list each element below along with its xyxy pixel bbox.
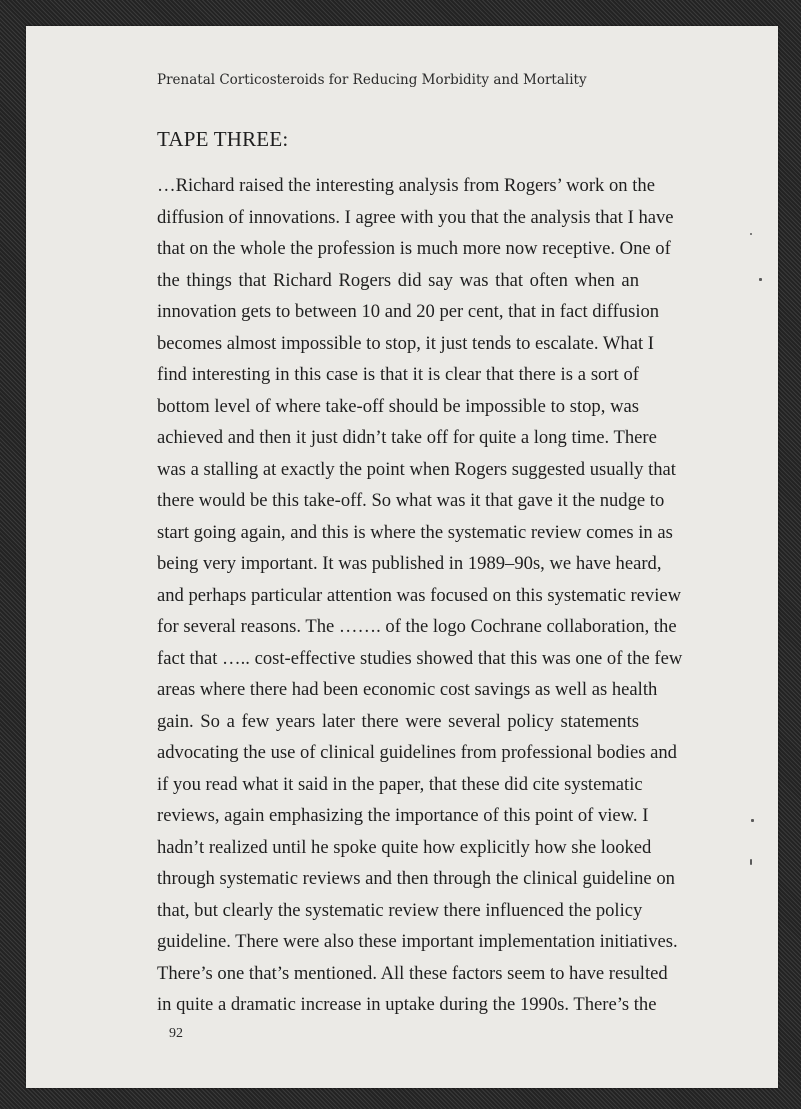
- running-header: Prenatal Corticosteroids for Reducing Morbidity and Mortality: [157, 72, 587, 88]
- scan-speck: [750, 233, 752, 235]
- body-line: becomes almost impossible to stop, it just tends to escalate. What I: [157, 332, 654, 354]
- body-line: the things that Richard Rogers did say was that often when an: [157, 269, 639, 291]
- body-line: diffusion of innovations. I agree with you that the analysis that I have: [157, 206, 674, 228]
- body-line: that, but clearly the systematic review there influenced the policy: [157, 899, 643, 921]
- body-line: reviews, again emphasizing the importance of this point of view. I: [157, 805, 649, 826]
- body-line: if you read what it said in the paper, that these did cite systematic: [157, 773, 643, 795]
- body-line: gain. So a few years later there were several policy statements: [157, 710, 639, 732]
- body-line: areas where there had been economic cost savings as well as health: [157, 679, 658, 700]
- document-page: [26, 26, 778, 1088]
- body-line: achieved and then it just didn’t take off for quite a long time. There: [157, 427, 657, 448]
- scan-speck: [759, 278, 762, 281]
- body-line: there would be this take-off. So what was it that gave it the nudge to: [157, 490, 665, 511]
- body-line: …Richard raised the interesting analysis from Rogers’ work on the: [157, 175, 655, 196]
- body-line: and perhaps particular attention was focused on this systematic review: [157, 584, 682, 606]
- body-line: find interesting in this case is that it is clear that there is a sort of: [157, 364, 639, 385]
- body-line: bottom level of where take-off should be impossible to stop, was: [157, 395, 639, 417]
- body-line: for several reasons. The ……. of the logo Cochrane collaboration, the: [157, 616, 677, 637]
- scan-speck: [751, 819, 754, 822]
- body-line: There’s one that’s mentioned. All these factors seem to have resulted: [157, 962, 668, 984]
- body-text: [157, 170, 683, 1021]
- body-line: was a stalling at exactly the point when Rogers suggested usually that: [157, 458, 676, 480]
- section-title: TAPE THREE:: [157, 127, 289, 151]
- body-line: being very important. It was published in 1989–90s, we have heard,: [157, 553, 662, 574]
- body-line: through systematic reviews and then through the clinical guideline on: [157, 868, 675, 889]
- body-line: start going again, and this is where the systematic review comes in as: [157, 521, 673, 543]
- body-line: innovation gets to between 10 and 20 per cent, that in fact diffusion: [157, 301, 660, 322]
- page-number: 92: [169, 1026, 183, 1041]
- body-line: that on the whole the profession is much more now receptive. One of: [157, 238, 671, 259]
- body-line: in quite a dramatic increase in uptake during the 1990s. There’s the: [157, 994, 657, 1015]
- scan-speck: [750, 859, 752, 865]
- body-line: guideline. There were also these important implementation initiatives.: [157, 931, 678, 952]
- body-line: advocating the use of clinical guidelines from professional bodies and: [157, 742, 677, 763]
- body-line: hadn’t realized until he spoke quite how explicitly how she looked: [157, 836, 652, 858]
- body-line: fact that ….. cost-effective studies showed that this was one of the few: [157, 647, 683, 669]
